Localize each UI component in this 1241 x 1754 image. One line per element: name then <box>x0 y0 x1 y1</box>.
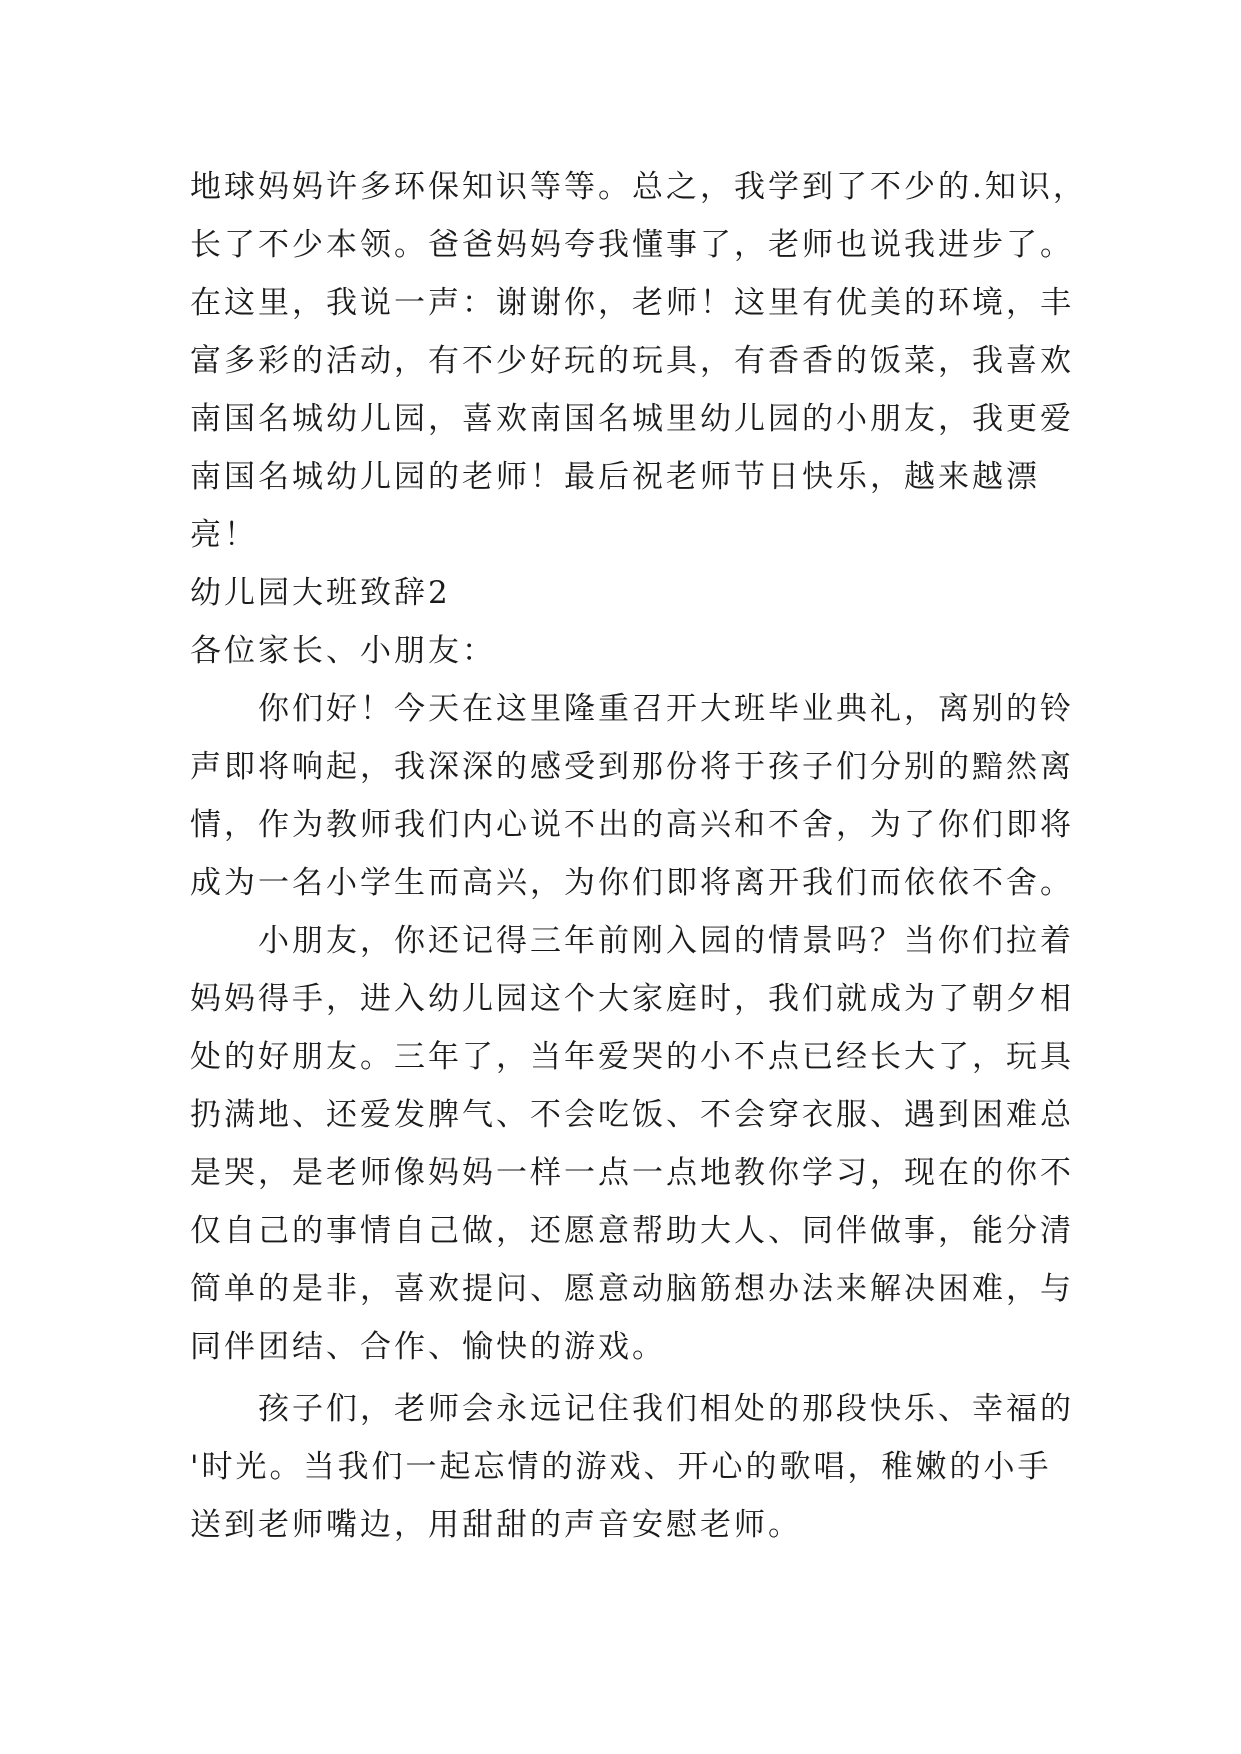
text-line: 仅自己的事情自己做，还愿意帮助大人、同伴做事，能分清 <box>190 1213 1074 1249</box>
text-line: 你们好！今天在这里隆重召开大班毕业典礼，离别的铃 <box>258 691 1074 727</box>
section-title: 幼儿园大班致辞2 <box>190 575 451 611</box>
text-line: 妈妈得手，进入幼儿园这个大家庭时，我们就成为了朝夕相 <box>190 981 1074 1017</box>
text-line: 小朋友，你还记得三年前刚入园的情景吗？当你们拉着 <box>258 923 1074 959</box>
text-line: 扔满地、还爱发脾气、不会吃饭、不会穿衣服、遇到困难总 <box>190 1097 1074 1133</box>
text-line: 南国名城幼儿园的老师！最后祝老师节日快乐，越来越漂 <box>190 459 1040 495</box>
document-body <box>190 158 1087 1554</box>
text-line: 孩子们，老师会永远记住我们相处的那段快乐、幸福的 <box>258 1391 1074 1427</box>
text-line: 长了不少本领。爸爸妈妈夸我懂事了，老师也说我进步了。 <box>190 227 1074 263</box>
text-line: 情，作为教师我们内心说不出的高兴和不舍，为了你们即将 <box>190 807 1074 843</box>
text-line: '时光。当我们一起忘情的游戏、开心的歌唱，稚嫩的小手 <box>190 1449 1052 1485</box>
text-line: 是哭，是老师像妈妈一样一点一点地教你学习，现在的你不 <box>190 1155 1074 1191</box>
text-line: 处的好朋友。三年了，当年爱哭的小不点已经长大了，玩具 <box>190 1039 1074 1075</box>
text-line: 地球妈妈许多环保知识等等。总之，我学到了不少的.知识， <box>190 169 1087 205</box>
text-line: 声即将响起，我深深的感受到那份将于孩子们分别的黯然离 <box>190 749 1074 785</box>
text-line: 富多彩的活动，有不少好玩的玩具，有香香的饭菜，我喜欢 <box>190 343 1074 379</box>
text-line: 同伴团结、合作、愉快的游戏。 <box>190 1329 666 1365</box>
text-line: 亮！ <box>190 517 258 553</box>
greeting: 各位家长、小朋友： <box>190 633 496 669</box>
text-line: 在这里，我说一声：谢谢你，老师！这里有优美的环境，丰 <box>190 285 1074 321</box>
text-line: 简单的是非，喜欢提问、愿意动脑筋想办法来解决困难，与 <box>190 1271 1074 1307</box>
text-line: 成为一名小学生而高兴，为你们即将离开我们而依依不舍。 <box>190 865 1074 901</box>
text-line: 送到老师嘴边，用甜甜的声音安慰老师。 <box>190 1507 802 1543</box>
text-line: 南国名城幼儿园，喜欢南国名城里幼儿园的小朋友，我更爱 <box>190 401 1074 437</box>
